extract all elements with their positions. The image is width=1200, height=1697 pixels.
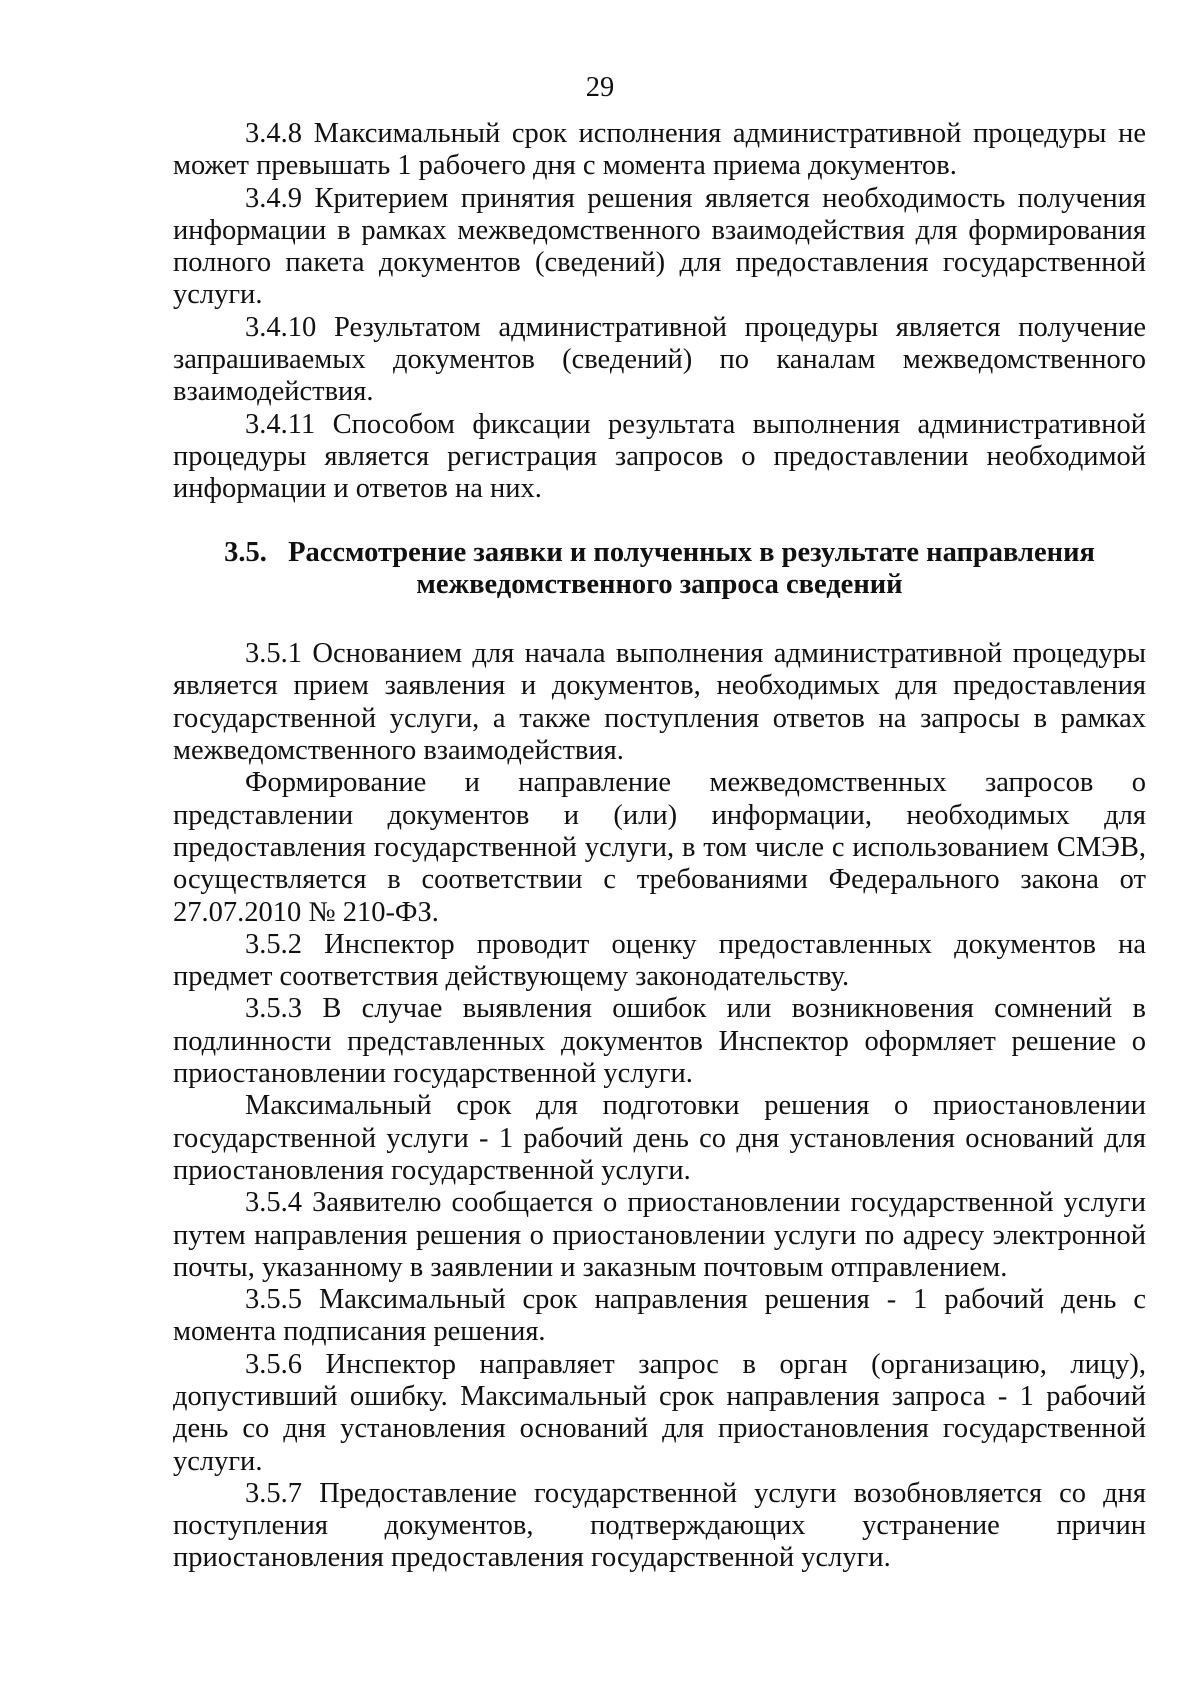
paragraph-3-5-6: 3.5.6 Инспектор направляет запрос в орган (организацию, лицу), допустивший ошибку. Максимальный срок направления запроса - 1 рабочий день со дня установления оснований для приостановления государственной услуги.	[173, 1348, 1146, 1477]
section-title-part-2: межведомственного запроса сведений	[416, 568, 903, 600]
section-heading-line-1	[173, 537, 1146, 569]
paragraph-interagency-requests: Формирование и направление межведомственных запросов о представлении документов и (или) информации, необходимых для предоставления государственной услуги, в том числе с использованием СМЭВ, осуществляется в соответствии с требованиями Федерального закона от 27.07.2010 № 210-ФЗ.	[173, 767, 1146, 928]
document-body	[173, 118, 1146, 1575]
paragraph-3-5-2: 3.5.2 Инспектор проводит оценку предоставленных документов на предмет соответствия действующему законодательству.	[173, 928, 1146, 993]
paragraph-3-4-10: 3.4.10 Результатом административной процедуры является получение запрашиваемых документов (сведений) по каналам межведомственного взаимодействия.	[173, 311, 1146, 408]
paragraph-3-5-4: 3.5.4 Заявителю сообщается о приостановлении государственной услуги путем направления решения о приостановлении услуги по адресу электронной почты, указанному в заявлении и заказным почтовым отправлением.	[173, 1187, 1146, 1283]
paragraph-3-5-1: 3.5.1 Основанием для начала выполнения административной процедуры является прием заявления и документов, необходимых для предоставления государственной услуги, а также поступления ответов на запросы в рамках межведомственного взаимодействия.	[173, 638, 1146, 767]
paragraph-3-5-5: 3.5.5 Максимальный срок направления решения - 1 рабочий день с момента подписания решения.	[173, 1284, 1146, 1348]
paragraph-3-4-11: 3.4.11 Способом фиксации результата выполнения административной процедуры является регистрация запросов о предоставлении необходимой информации и ответов на них.	[173, 408, 1146, 505]
paragraph-3-4-9: 3.4.9 Критерием принятия решения является необходимость получения информации в рамках межведомственного взаимодействия для формирования полного пакета документов (сведений) для предоставления государственной услуги.	[173, 182, 1146, 311]
section-number: 3.5.	[224, 536, 267, 568]
paragraph-max-term-suspension: Максимальный срок для подготовки решения о приостановлении государственной услуги - 1 рабочий день со дня установления оснований для приостановления государственной услуги.	[173, 1090, 1146, 1186]
paragraph-3-5-7: 3.5.7 Предоставление государственной услуги возобновляется со дня поступления документов, подтверждающих устранение причин приостановления предоставления государственной услуги.	[173, 1477, 1146, 1574]
paragraph-3-4-8: 3.4.8 Максимальный срок исполнения административной процедуры не может превышать 1 рабочего дня с момента приема документов.	[173, 118, 1146, 182]
section-title-part-1: Рассмотрение заявки и полученных в результате направления	[288, 536, 1095, 568]
paragraph-3-5-3: 3.5.3 В случае выявления ошибок или возникновения сомнений в подлинности представленных документов Инспектор оформляет решение о приостановлении государственной услуги.	[173, 993, 1146, 1090]
section-heading	[173, 537, 1146, 602]
page-number: 29	[585, 72, 615, 103]
